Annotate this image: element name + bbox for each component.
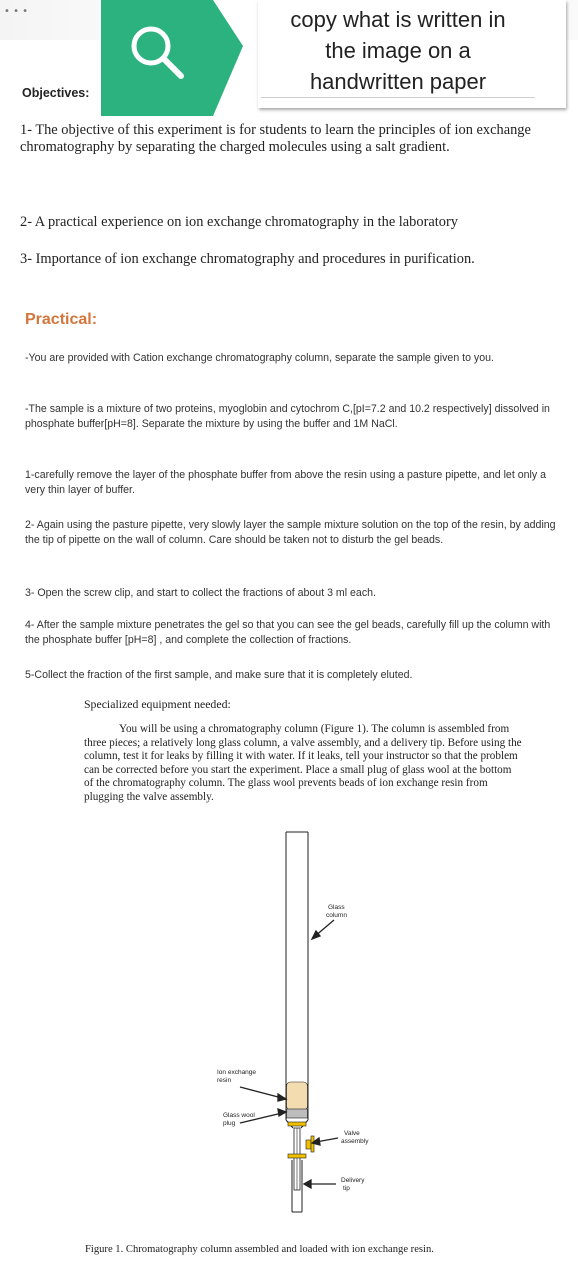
prompt-line-2: the image on a [325,38,471,63]
objective-item-1: 1- The objective of this experiment is for students to learn the principles of ion exchange chromatography by separating the charged molecules using a salt gradient. [20,122,531,155]
prompt-card [258,0,566,108]
prompt-underline [261,97,535,98]
objectives-heading: Objectives: [22,86,90,100]
search-button[interactable] [101,0,243,116]
prompt-line-3: handwritten paper [309,69,487,94]
practical-heading: Practical: [25,311,98,328]
label-assembly: assembly [341,1138,369,1145]
status-dots: • • • [4,6,29,17]
label-delivery: Delivery [341,1177,365,1184]
practical-step-3: 3- Open the screw clip, and start to collect the fractions of about 3 ml each. [25,587,376,599]
figure-caption: Figure 1. Chromatography column assembled and loaded with ion exchange resin. [85,1244,434,1255]
glass-wool-plug [287,1109,308,1118]
prompt-text [258,4,538,97]
label-ion-exchange: Ion exchange [217,1069,257,1076]
practical-paragraph-2: -The sample is a mixture of two proteins, myoglobin and cytochrom C,[pI=7.2 and 10.2 respectively] dissolved in phosphate buffer[pH=8]. Separate the mixture by using the buffer and 1M NaCl. [25,403,550,430]
objective-item-3: 3- Importance of ion exchange chromatography and procedures in purification. [20,251,475,267]
label-glass-wool: Glass wool [223,1112,255,1119]
objective-item-2: 2- A practical experience on ion exchange chromatography in the laboratory [20,214,458,230]
search-badge [101,0,243,116]
label-column: column [326,912,347,919]
practical-step-2: 2- Again using the pasture pipette, very slowly layer the sample mixture solution on the top of the resin, by adding the tip of pipette on the wall of column. Care should be taken not to disturb the gel beads. [25,519,556,546]
label-resin: resin [217,1077,232,1084]
practical-paragraph-1: -You are provided with Cation exchange chromatography column, separate the sample given to you. [25,352,494,364]
label-valve: Valve [344,1130,360,1137]
practical-step-1: 1-carefully remove the layer of the phosphate buffer from above the resin using a pasture pipette, and let only a very thin layer of buffer. [25,469,546,496]
label-plug: plug [223,1120,236,1127]
prompt-line-1: copy what is written in [290,7,506,32]
label-glass: Glass [328,904,345,911]
practical-step-4: 4- After the sample mixture penetrates the gel so that you can see the gel beads, carefully fill up the column with the phosphate buffer [pH=8] , and complete the collection of fractions. [25,619,551,646]
chromatography-column-diagram [200,830,440,1220]
label-tip: tip [343,1185,350,1192]
practical-step-5: 5-Collect the fraction of the first sample, and make sure that it is completely eluted. [25,669,413,681]
specialized-equipment-heading: Specialized equipment needed: [84,697,231,711]
specialized-equipment-paragraph: You will be using a chromatography column (Figure 1). The column is assembled from three pieces; a relatively long glass column, a valve assembly, and a delivery tip. Before using the column, test it for leaks by filling it with water. If it leaks, tell your instructor so that the problem can be corrected before you start the experiment. Place a small plug of glass wool at the bottom of the chromatography column. The glass wool prevents beads of ion exchange resin from plugging the valve assembly. [84,723,522,803]
ion-exchange-resin [287,1082,308,1110]
